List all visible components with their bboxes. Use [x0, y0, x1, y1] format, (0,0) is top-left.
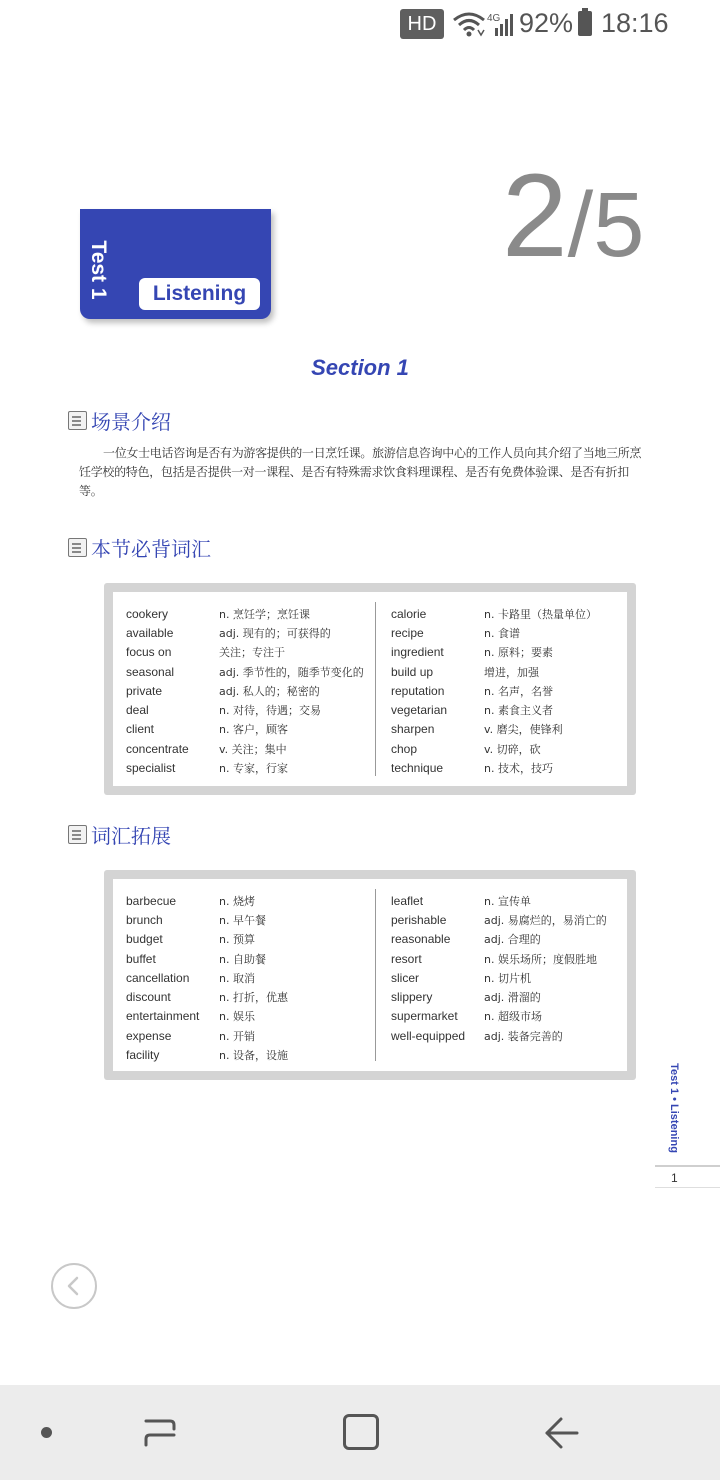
recent-apps-icon[interactable] — [140, 1413, 180, 1453]
svg-text:4G: 4G — [487, 13, 501, 24]
vocab-row — [126, 910, 288, 929]
vocab-word: build up — [391, 664, 434, 679]
back-button[interactable] — [51, 1263, 97, 1309]
vocab-definition: adj. 滑溜的 — [484, 991, 541, 1005]
vocab-definition: n. 原料；要素 — [484, 646, 553, 660]
column-divider — [375, 602, 376, 776]
vocab-row — [126, 739, 364, 758]
vocab-word: technique — [391, 761, 444, 776]
vocab-heading: 本节必背词汇 — [68, 533, 211, 561]
home-button[interactable] — [343, 1414, 379, 1450]
ext-heading: 词汇拓展 — [68, 820, 171, 848]
vocab-word: leaflet — [391, 893, 424, 908]
vocab-definition: n. 卡路里（热量单位） — [484, 607, 597, 621]
current-page: 2 — [502, 150, 568, 282]
vocab-row — [391, 739, 597, 758]
vocab-row — [391, 968, 607, 987]
book-icon — [68, 538, 87, 557]
back-arrow-icon[interactable] — [543, 1413, 581, 1453]
vocab-row — [391, 949, 607, 968]
vocab-word: cookery — [126, 606, 169, 621]
vocab-word: client — [126, 722, 155, 737]
vocab-word: recipe — [391, 625, 424, 640]
wifi-icon — [452, 10, 486, 38]
status-bar — [0, 0, 720, 48]
vocab-row — [391, 643, 597, 662]
vocab-definition: n. 打折，优惠 — [219, 991, 288, 1005]
vocab-word: budget — [126, 932, 163, 947]
vocab-word: slicer — [391, 970, 420, 985]
vocab-definition: adj. 合理的 — [484, 933, 541, 947]
vocab-row — [391, 758, 597, 777]
vocab-definition: v. 磨尖，使锋利 — [484, 723, 563, 737]
vocab-word: supermarket — [391, 1009, 458, 1024]
vocab-word: well-equipped — [391, 1028, 466, 1043]
vocab-word: expense — [126, 1028, 172, 1043]
section-title: Section 1 — [311, 355, 409, 380]
ext-right-column — [391, 891, 607, 1045]
vocab-row — [391, 720, 597, 739]
vocab-row — [126, 643, 364, 662]
vocab-definition: n. 设备，设施 — [219, 1049, 288, 1063]
vocab-definition: n. 技术，技巧 — [484, 762, 553, 776]
vocab-row — [126, 604, 364, 623]
vocab-definition: n. 预算 — [219, 933, 255, 947]
vocab-row — [126, 968, 288, 987]
note-icon — [68, 411, 87, 430]
vocab-row — [391, 700, 597, 719]
hd-badge: HD — [400, 9, 444, 39]
vocab-definition: n. 烧烤 — [219, 894, 255, 908]
vocab-word: seasonal — [126, 664, 175, 679]
vocab-row — [126, 1045, 288, 1064]
vocab-word: vegetarian — [391, 703, 448, 718]
vocab-right-column — [391, 604, 597, 778]
vocab-row — [391, 604, 597, 623]
vocab-definition: n. 娱乐 — [219, 1010, 255, 1024]
vocab-word: sharpen — [391, 722, 435, 737]
page-number-rule — [655, 1187, 720, 1188]
vocab-definition: 增进，加强 — [484, 665, 539, 679]
vocab-left-column — [126, 604, 364, 778]
vocab-definition: n. 烹饪学；烹饪课 — [219, 607, 310, 621]
vocab-word: brunch — [126, 912, 163, 927]
vocab-row — [126, 891, 288, 910]
listening-label: Listening — [139, 278, 260, 310]
vocab-row — [391, 662, 597, 681]
vocab-row — [126, 1007, 288, 1026]
test-label: Test 1 — [87, 240, 110, 300]
vocab-definition: n. 超级市场 — [484, 1010, 542, 1024]
page-number-rule — [655, 1165, 720, 1167]
vocab-definition: n. 专家，行家 — [219, 762, 288, 776]
scene-description: 一位女士电话咨询是否有为游客提供的一日烹饪课。旅游信息咨询中心的工作人员向其介绍了当地三所烹饪学校的特色，包括是否提供一对一课程、是否有特殊需求饮食料理课程、是否有免费体验课、是否有折扣等。 — [79, 446, 642, 498]
vocab-row — [391, 987, 607, 1006]
page-number: 1 — [671, 1171, 678, 1185]
vocab-row — [391, 891, 607, 910]
vocab-definition: adj. 现有的；可获得的 — [219, 626, 331, 640]
vocab-word: barbecue — [126, 893, 177, 908]
vocab-row — [126, 930, 288, 949]
vocab-table — [104, 583, 636, 795]
vocab-definition: n. 开销 — [219, 1029, 255, 1043]
total-pages: 5 — [593, 174, 645, 276]
vocab-row — [126, 700, 364, 719]
vocab-row — [391, 910, 607, 929]
vocab-row — [391, 930, 607, 949]
vocab-word: buffet — [126, 951, 156, 966]
clock: 18:16 — [601, 8, 669, 38]
column-divider — [375, 889, 376, 1061]
vocab-row — [126, 720, 364, 739]
battery-icon — [578, 11, 592, 36]
vocab-word: slippery — [391, 990, 433, 1005]
scene-heading: 场景介绍 — [68, 406, 171, 434]
cell-signal-icon — [487, 10, 515, 38]
nav-dot-icon[interactable] — [41, 1427, 52, 1438]
vocab-row — [126, 758, 364, 777]
vocab-definition: n. 早午餐 — [219, 913, 266, 927]
vocab-definition: adj. 装备完善的 — [484, 1029, 563, 1043]
vocab-definition: n. 对待，待遇；交易 — [219, 704, 321, 718]
vocab-definition: n. 切片机 — [484, 971, 531, 985]
vocab-word: private — [126, 683, 163, 698]
vocab-definition: n. 娱乐场所；度假胜地 — [484, 952, 597, 966]
vocab-row — [126, 623, 364, 642]
vocab-row — [126, 681, 364, 700]
vocab-row — [126, 987, 288, 1006]
vocab-definition: n. 宣传单 — [484, 894, 531, 908]
page-counter — [502, 148, 644, 284]
vocab-definition: n. 食谱 — [484, 626, 520, 640]
book-icon — [68, 825, 87, 844]
vocab-row — [391, 623, 597, 642]
vocab-row — [126, 949, 288, 968]
ext-vocab-table — [104, 870, 636, 1080]
vocab-word: reputation — [391, 683, 445, 698]
vocab-word: concentrate — [126, 741, 189, 756]
vocab-word: resort — [391, 951, 422, 966]
vocab-definition: 关注；专注于 — [219, 646, 285, 660]
battery-percentage: 92% — [519, 8, 574, 38]
vocab-definition: adj. 私人的；秘密的 — [219, 684, 320, 698]
vocab-word: chop — [391, 741, 418, 756]
vocab-row — [391, 1026, 607, 1045]
vocab-word: available — [126, 625, 174, 640]
vocab-definition: n. 取消 — [219, 971, 255, 985]
vocab-word: deal — [126, 703, 149, 718]
vocab-definition: v. 关注；集中 — [219, 742, 287, 756]
chevron-left-icon — [63, 1275, 85, 1297]
vocab-row — [126, 662, 364, 681]
vocab-row — [391, 681, 597, 700]
vocab-word: specialist — [126, 761, 176, 776]
vocab-definition: v. 切碎，砍 — [484, 742, 541, 756]
vocab-definition: n. 名声，名誉 — [484, 684, 553, 698]
vocab-word: cancellation — [126, 970, 190, 985]
vocab-word: ingredient — [391, 645, 444, 660]
vocab-word: discount — [126, 990, 171, 1005]
vocab-definition: n. 自助餐 — [219, 952, 266, 966]
ext-left-column — [126, 891, 288, 1065]
vocab-row — [126, 1026, 288, 1045]
navigation-bar — [0, 1385, 720, 1480]
page-separator: / — [567, 174, 594, 276]
vocab-word: focus on — [126, 645, 172, 660]
vocab-definition: adj. 季节性的，随季节变化的 — [219, 665, 364, 679]
vocab-word: calorie — [391, 606, 427, 621]
vocab-definition: adj. 易腐烂的，易消亡的 — [484, 913, 607, 927]
vocab-word: entertainment — [126, 1009, 200, 1024]
vocab-word: facility — [126, 1048, 160, 1063]
vocab-word: reasonable — [391, 932, 451, 947]
vocab-word: perishable — [391, 912, 447, 927]
vocab-definition: n. 客户，顾客 — [219, 723, 288, 737]
vocab-row — [391, 1007, 607, 1026]
side-tab: Test 1 • Listening — [668, 1063, 680, 1153]
vocab-definition: n. 素食主义者 — [484, 704, 553, 718]
